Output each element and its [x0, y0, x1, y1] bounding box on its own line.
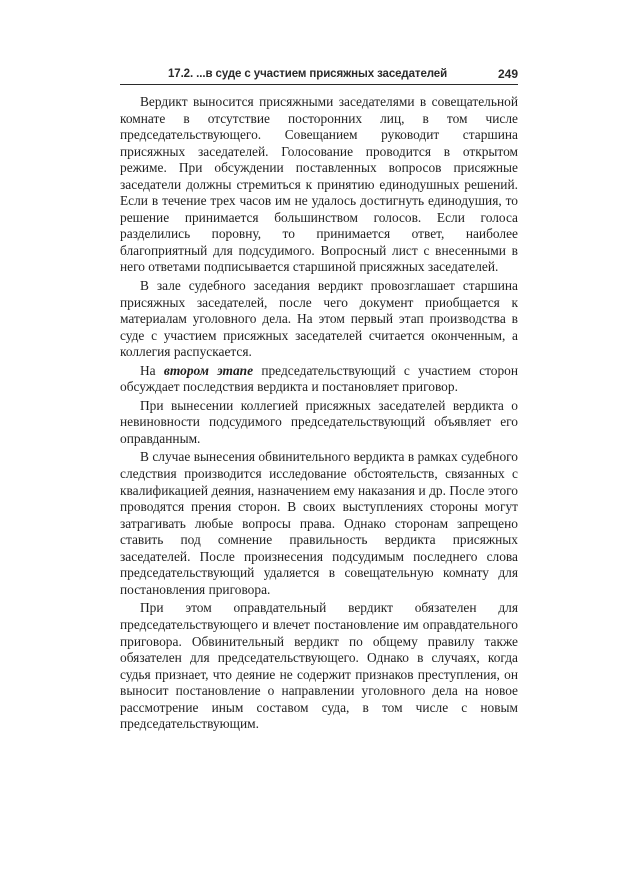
paragraph-lead: На	[140, 362, 156, 378]
running-title: 17.2. ...в суде с участием присяжных заседателей	[168, 68, 448, 80]
paragraph	[120, 363, 518, 396]
body-text	[120, 94, 518, 735]
paragraph: Вердикт выносится присяжными заседателями в совещательной комнате в отсутствие посторонних лиц, в том числе председательствующего. Совещанием руководит старшина присяжных заседателей. Голосование проводится в открытом режиме. При обсуждении поставленных вопросов присяжные заседатели должны стремиться к принятию единодушных решений. Если в течение трех часов им не удалось достигнуть единодушия, то решение принимается большинством голосов. Если голоса разделились поровну, то принимается ответ, наиболее благоприятный для подсудимого. Вопросный лист с внесенными в него ответами подписывается старшиной присяжных заседателей.	[120, 94, 518, 275]
paragraph-text: председательствующий с участием сторон обсуждает последствия вердикта и постановляет приговор.	[120, 362, 518, 395]
paragraph: В зале судебного заседания вердикт провозглашает старшина присяжных заседателей, после чего документ приобщается к материалам уголовного дела. На этом первый этап производства в суде с участием присяжных заседателей считается оконченным, а коллегия распускается.	[120, 278, 518, 360]
running-header	[120, 66, 518, 85]
paragraph: При вынесении коллегией присяжных заседателей вердикта о невиновности подсудимого председательствующий объявляет его оправданным.	[120, 397, 518, 446]
paragraph: В случае вынесения обвинительного вердикта в рамках судебного следствия производится исследование обстоятельств, связанных с квалификацией деяния, назначением ему наказания и др. После этого проводятся прения сторон. В своих выступлениях стороны могут затрагивать любые вопросы права. Однако сторонам запрещено ставить под сомнение правильность вердикта присяжных заседателей. После произнесения подсудимым последнего слова председательствующий удаляется в совещательную комнату для постановления приговора.	[120, 449, 518, 597]
page-number: 249	[497, 67, 518, 81]
emphasized-term: втором этапе	[163, 362, 254, 378]
paragraph: При этом оправдательный вердикт обязателен для председательствующего и влечет постановление им оправдательного приговора. Обвинительный вердикт по общему правилу также обязателен для председательствующего. Однако в случаях, когда судья признает, что деяние не содержит признаков преступления, он выносит постановление о направлении уголовного дела на новое рассмотрение иным составом суда, в том числе с новым председательствующим.	[120, 600, 518, 732]
